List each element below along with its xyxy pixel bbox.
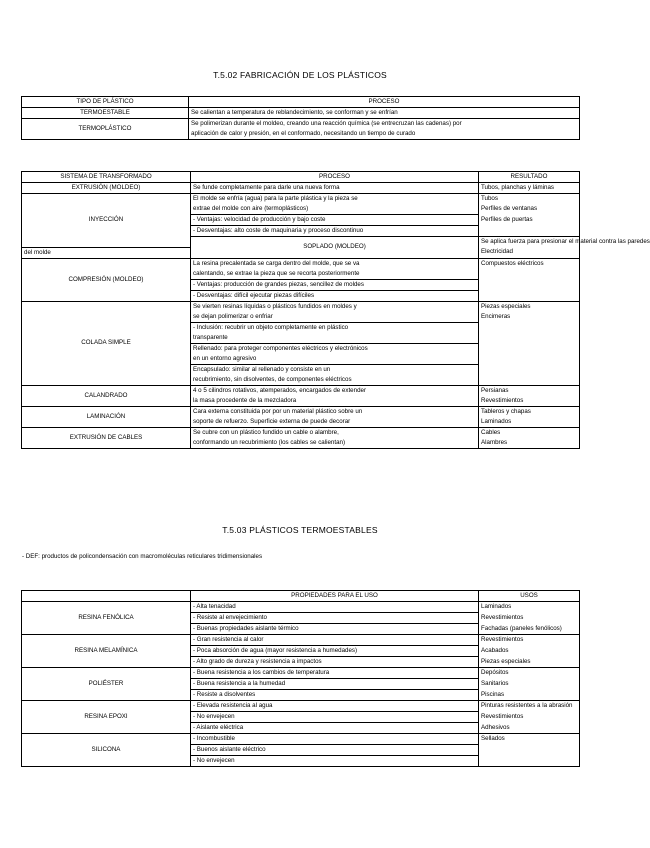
cell-proceso: Se funde completamente para darle una nueva forma	[191, 183, 479, 194]
cell-sistema: EXTRUSIÓN (MOLDEO)	[22, 183, 191, 194]
cell-resultado-empty	[479, 322, 580, 333]
table-header-row	[22, 591, 580, 602]
cell-resultado-line: Piezas especiales	[479, 301, 580, 312]
cell-proceso-line: El molde se enfría (agua) para la parte plástica y la pieza se	[191, 194, 479, 205]
table-row	[22, 602, 580, 613]
cell-nombre: SILICONA	[22, 734, 191, 767]
table-tipo-plastico	[21, 96, 580, 140]
cell-resultado-empty	[479, 269, 580, 280]
cell-uso: Fachadas (paneles fenólicos)	[479, 624, 580, 635]
cell-uso: Revestimientos	[479, 613, 580, 624]
cell-propiedad: - No envejecen	[191, 756, 479, 767]
cell-nombre: RESINA MELAMÍNICA	[22, 635, 191, 668]
cell-resultado-line: Persianas	[479, 385, 580, 396]
cell-uso: Laminados	[479, 602, 580, 613]
table-row	[22, 701, 580, 712]
cell-tipo: TERMOPLÁSTICO	[22, 119, 189, 140]
table-header-row	[22, 172, 580, 183]
cell-resultado-line: Cables	[479, 427, 580, 438]
cell-uso: Pinturas resistentes a la abrasión	[479, 701, 580, 712]
cell-propiedad: - Alto grado de dureza y resistencia a impactos	[191, 657, 479, 668]
cell-proceso-line: - Desventajas: difícil ejecutar piezas difíciles	[191, 290, 479, 301]
cell-propiedad: - Resiste al envejecimiento	[191, 613, 479, 624]
cell-propiedad: - Buenos aislante eléctrico	[191, 745, 479, 756]
definition-text: - DEF: productos de policondensación con macromoléculas reticulares tridimensionales	[22, 553, 263, 560]
cell-proceso-line: aplicación de calor y presión, en el conformado, necesitando un tiempo de curado	[189, 129, 580, 140]
cell-resultado-line: Compuestos eléctricos	[479, 258, 580, 269]
cell-propiedad: - Buena resistencia a la humedad	[191, 679, 479, 690]
col-header-empty	[22, 591, 191, 602]
table-row	[22, 258, 580, 269]
table-row	[22, 734, 580, 745]
cell-sistema: EXTRUSIÓN DE CABLES	[22, 427, 191, 448]
cell-sistema: COMPRESIÓN (MOLDEO)	[22, 258, 191, 301]
cell-proceso-line: soporte de refuerzo. Superficie externa de puede decorar	[191, 417, 479, 428]
cell-resultado-empty	[479, 354, 580, 365]
cell-resultado-line: Perfiles de ventanas	[479, 204, 580, 215]
cell-proceso-line: conformando un recubrimiento (los cables se calientan)	[191, 438, 479, 449]
cell-proceso-line: - Ventajas: producción de grandes piezas, sencillez de moldes	[191, 279, 479, 290]
cell-proceso-line: Se cubre con un plástico fundido un cable o alambre,	[191, 427, 479, 438]
cell-sistema: SOPLADO (MOLDEO)	[191, 237, 479, 259]
table-sistemas-transformado	[21, 171, 650, 449]
cell-propiedad: - Buenas propiedades aislante térmico	[191, 624, 479, 635]
cell-proceso-line: Cara externa constituida por por un material plástico sobre un	[191, 406, 479, 417]
cell-uso: Depósitos	[479, 668, 580, 679]
cell-uso: Piezas especiales	[479, 657, 580, 668]
cell-nombre: POLIÉSTER	[22, 668, 191, 701]
cell-propiedad: - Alta tenacidad	[191, 602, 479, 613]
cell-propiedad: - Elevada resistencia al agua	[191, 701, 479, 712]
cell-tipo: TERMOESTABLE	[22, 108, 189, 119]
table-row	[22, 427, 580, 438]
cell-proceso-line: la masa procedente de la mezcladora	[191, 396, 479, 407]
col-header-proceso: PROCESO	[191, 172, 479, 183]
cell-resultado-line: Perfiles de puertas	[479, 215, 580, 226]
table-row	[22, 183, 580, 194]
cell-proceso-line: Encapsulado: similar al rellenado y consiste en un	[191, 364, 479, 375]
cell-proceso-line: transparente	[191, 333, 479, 344]
cell-proceso-line: 4 o 5 cilindros rotativos, atemperados, encargados de extender	[191, 385, 479, 396]
cell-resultado-empty	[479, 333, 580, 344]
table-plasticos-termoestables	[21, 590, 580, 767]
cell-propiedad: - Poca absorción de agua (mayor resistencia a humedades)	[191, 646, 479, 657]
col-header-propiedades: PROPIEDADES PARA EL USO	[191, 591, 479, 602]
cell-uso	[479, 745, 580, 756]
cell-propiedad: - Buena resistencia a los cambios de temperatura	[191, 668, 479, 679]
cell-proceso-line: extrae del molde con aire (termoplásticos)	[191, 204, 479, 215]
cell-resultado-empty	[479, 375, 580, 386]
col-header-proceso: PROCESO	[189, 97, 580, 108]
cell-sistema: CALANDRADO	[22, 385, 191, 406]
cell-resultado-line: Encimeras	[479, 312, 580, 323]
table-header-row	[22, 97, 580, 108]
cell-resultado-line: Tableros y chapas	[479, 406, 580, 417]
cell-resultado-line: Electricidad	[479, 247, 580, 258]
cell-proceso-line: - Ventajas: velocidad de producción y bajo coste	[191, 215, 479, 226]
cell-sistema: LAMINACIÓN	[22, 406, 191, 427]
cell-nombre: RESINA EPOXI	[22, 701, 191, 734]
cell-propiedad: - Aislante eléctrica	[191, 723, 479, 734]
table-body	[22, 602, 580, 767]
cell-uso: Revestimientos	[479, 635, 580, 646]
cell-uso: Sanitarios	[479, 679, 580, 690]
table-row	[22, 108, 580, 119]
cell-propiedad: - Incombustible	[191, 734, 479, 745]
cell-proceso-line: del molde	[22, 247, 191, 258]
cell-proceso-line: - Inclusión: recubrir un objeto completamente en plástico	[191, 322, 479, 333]
cell-proceso: Se calientan a temperatura de reblandecimiento, se conforman y se enfrían	[189, 108, 580, 119]
cell-uso: Revestimientos	[479, 712, 580, 723]
cell-proceso-line: Se aplica fuerza para presionar el material contra las paredes	[479, 237, 580, 248]
cell-resultado-line: Alambres	[479, 438, 580, 449]
section-title-fabricacion: T.5.02 FABRICACIÓN DE LOS PLÁSTICOS	[213, 70, 387, 80]
cell-resultado-empty	[479, 279, 580, 290]
section-title-termoestables: T.5.03 PLÁSTICOS TERMOESTABLES	[222, 525, 378, 535]
col-header-resultado: RESULTADO	[479, 172, 580, 183]
cell-resultado-empty	[479, 343, 580, 354]
cell-propiedad: - No envejecen	[191, 712, 479, 723]
cell-propiedad: - Gran resistencia al calor	[191, 635, 479, 646]
cell-resultado-line: Revestimientos	[479, 396, 580, 407]
table-row	[22, 301, 580, 312]
table-row	[22, 119, 580, 130]
table-row	[22, 406, 580, 417]
table-row	[22, 194, 580, 205]
table-row	[22, 635, 580, 646]
cell-resultado-line: Laminados	[479, 417, 580, 428]
cell-proceso-line: recubrimiento, sin disolventes, de componentes eléctricos	[191, 375, 479, 386]
cell-resultado-empty	[479, 290, 580, 301]
table-row	[22, 668, 580, 679]
cell-uso	[479, 756, 580, 767]
cell-proceso-line: Se vierten resinas líquidas o plásticos fundidos en moldes y	[191, 301, 479, 312]
table-row	[22, 385, 580, 396]
cell-resultado-empty	[479, 226, 580, 237]
cell-sistema: INYECCIÓN	[22, 194, 191, 248]
cell-proceso-line: Rellenado: para proteger componentes eléctricos y electrónicos	[191, 343, 479, 354]
cell-uso: Piscinas	[479, 690, 580, 701]
cell-resultado-empty	[479, 364, 580, 375]
cell-uso: Acabados	[479, 646, 580, 657]
cell-uso: Adhesivos	[479, 723, 580, 734]
cell-proceso-line: Se polimerizan durante el moldeo, creando una reacción química (se entrecruzan las cadenas) por	[189, 119, 580, 130]
cell-resultado: Tubos, planchas y láminas	[479, 183, 580, 194]
col-header-sistema: SISTEMA DE TRANSFORMADO	[22, 172, 191, 183]
cell-proceso-line: - Desventajas: alto coste de maquinaria y proceso discontinuo	[191, 226, 479, 237]
cell-uso: Sellados	[479, 734, 580, 745]
cell-nombre: RESINA FENÓLICA	[22, 602, 191, 635]
cell-propiedad: - Resiste a disolventes	[191, 690, 479, 701]
col-header-tipo: TIPO DE PLÁSTICO	[22, 97, 189, 108]
cell-proceso-line: se dejan polimerizar o enfriar	[191, 312, 479, 323]
col-header-usos: USOS	[479, 591, 580, 602]
cell-proceso-line: en un entorno agresivo	[191, 354, 479, 365]
cell-proceso-line: La resina precalentada se carga dentro del molde, que se va	[191, 258, 479, 269]
cell-sistema: COLADA SIMPLE	[22, 301, 191, 385]
cell-proceso-line: calentando, se extrae la pieza que se recorta posteriormente	[191, 269, 479, 280]
cell-resultado-line: Tubos	[479, 194, 580, 205]
